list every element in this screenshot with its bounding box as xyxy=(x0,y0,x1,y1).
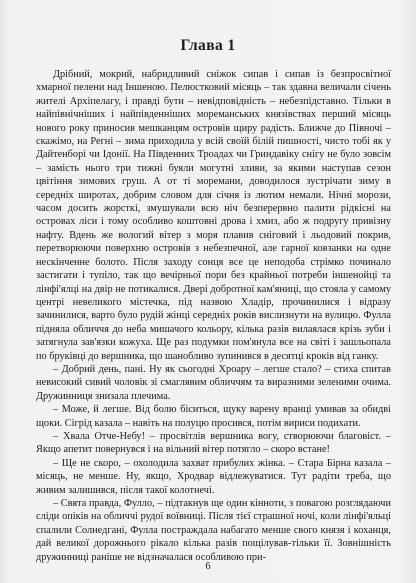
chapter-body xyxy=(36,68,391,564)
paragraph: – Свята правда, Фулло, – підтакнув ще один кінноти, з повагою розглядаючи сліди опіків на обличчі рудої воївниці. Після тієї страшної ночі, коли лінфі'яльці спалили Солнедгані, Фулла постраждала набагато менше свого князя і коханця, дай великої дорожнього рікало кілька разів пощілував-тільки її. Зовнішність дружинниці раніше не відзначалася особливою при- xyxy=(36,498,391,563)
paragraph: – Добрий день, пані. Ну як сьогодні Хроару – легше стало? – стиха спитав невисокий сивий чоловік зі смаглявим обличчям та виразними зеленими очима. Дружинниця знизала плечима. xyxy=(36,363,391,402)
page-number: 6 xyxy=(205,561,211,572)
paragraph: – Може, й легше. Від болю біситься, щуку варену вранці умивав за обидві щоки. Сігрід казала – навіть на полуцю просився, потім вириси подихати. xyxy=(36,404,391,429)
paragraph: Дрібний, мокрий, набридливий сніжок сипав і сипав із безпросвітної хмарної пелени над Іншеною. Пелюстковий місяць – так здавна величали січень жителі Архіпелагу, і правді бути – невідповідність – небезпідставно. Тільки в найпівнічніших і найпівденніших мореманських князівствах перший місяць нового року приносив мешканцям островів щиру радість. Ближче до Півночі – скажімо, на Регні – зима приходила у всій своїй білій пишності, чисто тобі як у Дайтенборі чи Ідонії. На Південних Троадах чи Гриндавіку снігу не було зовсім – замість нього три тижні буяли могутні зливи, за якими наступав сезон цвітіння зимових груш. А от ті моремани, доводилося зустрічати зиму в середніх широтах, добрим словом для січня із лютим немали. Нічні морози, часом досить жорсткі, змушували всю ніч безперервно палити рідкісні на островах ліси і тому особливо коштовні дрова і хмиз, або ж подругу привізну нафту. Вдень же вологий вітер з моря плавив сніговий і льодовий покрив, перетворюючи поверхню островів з небезпечної, але гарної ковзанки на одне нескінченне болото. Після заходу сонця все це неподоба стрімко починало застигати і тупіло, так що вечірньої пори без крайньої потреби іншенойці та лінфі'ялці на двір не потикалися. Двері добротної кам'яниці, що стояла у самому центрі невеликого містечка, під назвою Хладір, прочинилися і відразу зачинилися, варто було рудій жінці середніх років вислизнути на вулицю. Фулла підняла обличчя до неба мишачого кольору, кілька разів вилаялася крізь зуби і затягнула зав'язки кожуха. Ще раз подумки пом'янула все на світі і зашльопала по бруківці до вершника, що шанобливо зупинився в десятці кроків від ганку. xyxy=(36,69,391,362)
chapter-title: Глава 1 xyxy=(180,37,236,54)
paragraph: – Хвала Отче-Небу! – просвітлів вершника вогу, створюючи благовіст. – Якщо апетит повернувся і на вільний вітер потягло – скоро встане! xyxy=(36,430,391,456)
paragraph: – Ще не скоро, – охолодила захват прибулих жінка. – Стара Бірна казала – місяць, не менше. Ну, якщо, Хродвар відлежуватися. Тут радіти треба, що живим залишився, після такої колотнечі. xyxy=(36,457,391,496)
